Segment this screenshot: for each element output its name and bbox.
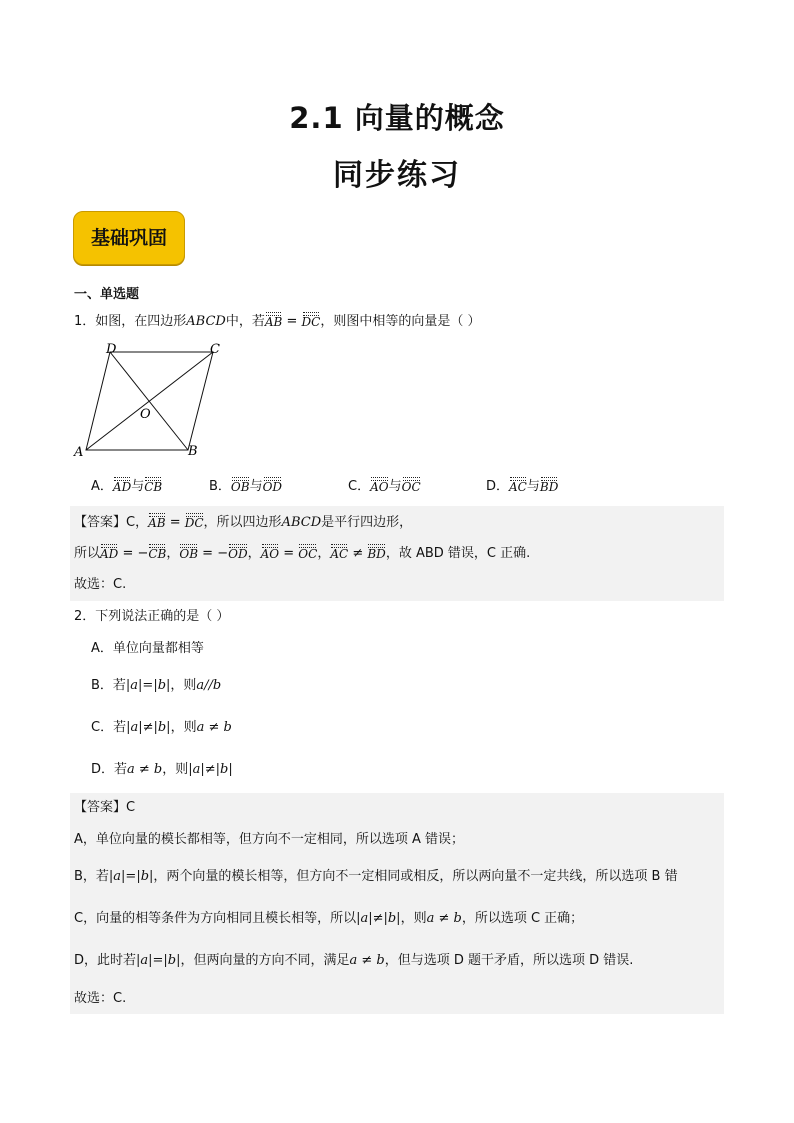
q1-option-c[interactable]	[348, 476, 421, 496]
option-vector: OB	[231, 476, 250, 493]
answer-eq: =	[165, 515, 185, 530]
option-vector: CB	[144, 476, 162, 493]
q1-answer-line-3: 故选：C.	[74, 577, 127, 592]
answer-op: = −	[118, 546, 149, 561]
option-vector: BD	[540, 476, 558, 493]
option-res: a//b	[196, 678, 222, 693]
question-1-stem	[74, 311, 480, 331]
answer-vector: OB	[179, 543, 198, 560]
answer-vector: OD	[228, 543, 247, 560]
option-pre: B．若	[91, 678, 126, 693]
q2-answer-c	[74, 910, 583, 928]
option-vector: AC	[509, 476, 527, 493]
answer-post: ，两个向量的模长相等，但方向不一定相同或相反，所以两向量不一定共线，所以选项 B 错	[153, 869, 678, 884]
vertex-label-d: D	[106, 342, 117, 357]
q1-vector-1: AB	[265, 311, 282, 328]
q1-vector-2: DC	[302, 311, 321, 328]
answer-sep: ，	[317, 546, 331, 561]
q2-answer-a: A，单位向量的模长都相等，但方向不一定相同，所以选项 A 错误；	[74, 832, 465, 847]
q1-option-b[interactable]	[209, 476, 282, 496]
answer-sep: ，	[247, 546, 261, 561]
answer-vector: BD	[367, 543, 385, 560]
answer-vector: AB	[148, 512, 165, 529]
q1-stem-post: ，则图中相等的向量是（ ）	[320, 314, 481, 329]
section-heading: 一、单选题	[74, 287, 140, 302]
answer-mid: ，则	[400, 911, 427, 926]
answer-pre: B，若	[74, 869, 109, 884]
option-vector: OC	[402, 476, 421, 493]
answer-vector: OC	[298, 543, 317, 560]
answer-op: ≠	[348, 546, 368, 561]
answer-post: ，所以选项 C 正确；	[461, 911, 584, 926]
answer-res: a ≠ b	[426, 911, 462, 926]
option-vector: OD	[263, 476, 282, 493]
q2-answer-d	[74, 952, 633, 970]
q2-answer-b	[74, 868, 678, 886]
q1-option-a[interactable]	[91, 476, 162, 496]
option-cond: a ≠ b	[127, 762, 163, 777]
answer-vector: AO	[261, 543, 280, 560]
vertex-label-a: A	[74, 445, 84, 460]
option-vector: AO	[370, 476, 389, 493]
option-conj: 与	[526, 479, 540, 494]
answer-vector: AC	[330, 543, 348, 560]
vertex-label-b: B	[188, 444, 198, 459]
answer-op: = −	[198, 546, 229, 561]
option-vector: AD	[113, 476, 131, 493]
q2-option-c[interactable]	[91, 719, 232, 737]
answer-post: ，故 ABD 错误，C 正确.	[385, 546, 531, 561]
option-pre: C．若	[91, 720, 127, 735]
option-conj: 与	[388, 479, 402, 494]
option-key: C．	[348, 479, 371, 494]
q2-option-b[interactable]	[91, 677, 221, 695]
q2-option-a[interactable]: A．单位向量都相等	[91, 641, 204, 656]
answer-vector: DC	[185, 512, 204, 529]
answer-mid: ，所以四边形	[203, 515, 282, 530]
option-mid: ，则	[170, 678, 197, 693]
option-conj: 与	[249, 479, 263, 494]
q1-answer-line-1	[74, 512, 412, 532]
option-res: a ≠ b	[196, 720, 232, 735]
answer-mid: ，但两向量的方向不同，满足	[180, 953, 350, 968]
q1-stem-pre: 1．如图，在四边形	[74, 314, 187, 329]
answer-pre: 所以	[74, 546, 101, 561]
answer-cond: |a|=|b|	[108, 869, 154, 884]
vertex-label-c: C	[210, 342, 220, 357]
q1-eq: =	[282, 314, 302, 329]
option-cond: |a|≠|b|	[126, 720, 171, 735]
answer-vector: AD	[100, 543, 118, 560]
q2-option-d[interactable]	[91, 761, 233, 779]
q1-option-d[interactable]	[486, 476, 558, 496]
vertex-label-o: O	[140, 407, 151, 422]
section-badge: 基础巩固	[73, 211, 185, 265]
q1-quad: ABCD	[186, 314, 226, 329]
option-key: A．	[91, 479, 113, 494]
q1-answer-line-2	[74, 543, 530, 563]
option-res: |a|≠|b|	[188, 762, 233, 777]
answer-tail: 是平行四边形，	[321, 515, 413, 530]
question-2-stem: 2．下列说法正确的是（ ）	[74, 609, 230, 624]
page-title: 2.1 向量的概念	[289, 101, 505, 135]
answer-head: 【答案】C，	[74, 515, 149, 530]
answer-post: ，但与选项 D 题干矛盾，所以选项 D 错误.	[384, 953, 634, 968]
q1-stem-mid: 中，若	[225, 314, 265, 329]
answer-sep: ，	[166, 546, 180, 561]
q2-answer-head: 【答案】C	[74, 800, 136, 815]
option-mid: ，则	[170, 720, 197, 735]
q2-answer-block	[70, 793, 724, 1014]
page-subtitle: 同步练习	[333, 158, 461, 193]
answer-cond: |a|≠|b|	[356, 911, 401, 926]
answer-op: =	[279, 546, 299, 561]
option-cond: |a|=|b|	[125, 678, 171, 693]
option-mid: ，则	[162, 762, 189, 777]
parallelogram-figure	[68, 336, 238, 464]
answer-quad: ABCD	[281, 515, 322, 530]
option-pre: D．若	[91, 762, 128, 777]
option-conj: 与	[131, 479, 145, 494]
answer-res: a ≠ b	[349, 953, 385, 968]
option-key: D．	[486, 479, 510, 494]
answer-cond: |a|=|b|	[136, 953, 181, 968]
answer-vector: CB	[148, 543, 166, 560]
answer-pre: D，此时若	[74, 953, 137, 968]
option-key: B．	[209, 479, 231, 494]
answer-pre: C，向量的相等条件为方向相同且模长相等，所以	[74, 911, 357, 926]
q2-answer-final: 故选：C.	[74, 991, 127, 1006]
